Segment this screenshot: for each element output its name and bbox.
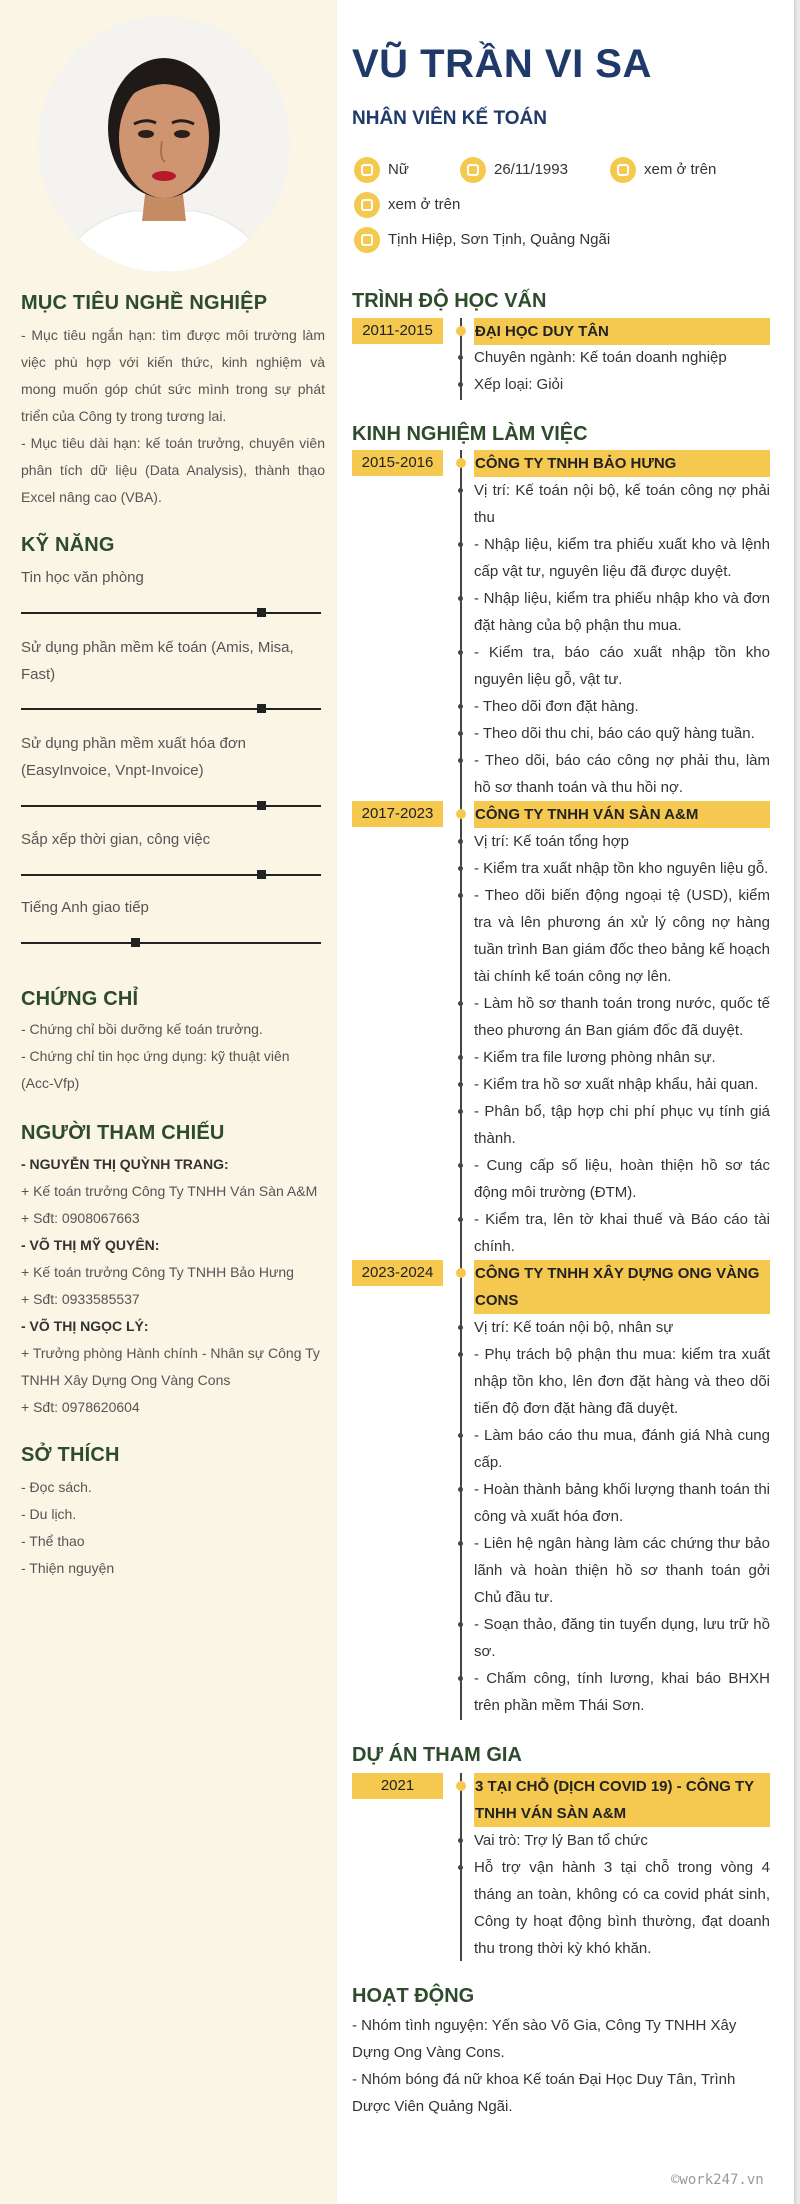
skill-knob — [257, 801, 266, 810]
skill-label-accounting-software: Sử dụng phần mềm kế toán (Amis, Misa, Fast) — [21, 639, 294, 683]
hobby-item: - Thể thao — [21, 1533, 85, 1549]
email-info — [354, 192, 460, 218]
email-value: xem ở trên — [388, 196, 461, 214]
timeline-dot — [456, 458, 466, 468]
activity-item: - Nhóm bóng đá nữ khoa Kế toán Đại Học Duy Tân, Trình Dược Viên Quảng Ngãi. — [352, 2071, 736, 2115]
bullet — [458, 731, 463, 736]
job-details — [474, 477, 770, 801]
job-detail-line: - Chấm công, tính lương, khai báo BHXH trên phần mềm Thái Sơn. — [474, 1670, 770, 1714]
birthday-info — [460, 157, 568, 183]
projects-heading: DỰ ÁN THAM GIA — [352, 1744, 522, 1766]
skill-label-english: Tiếng Anh giao tiếp — [21, 899, 149, 916]
bullet — [458, 542, 463, 547]
skill-knob — [257, 704, 266, 713]
references-list — [21, 1151, 325, 1421]
job-detail-line: - Phân bổ, tập hợp chi phí phục vụ tính giá thành. — [474, 1103, 770, 1147]
email-icon — [354, 192, 380, 218]
reference-role: + Trưởng phòng Hành chính - Nhân sự Công Ty TNHH Xây Dựng Ong Vàng Cons — [21, 1345, 320, 1388]
gender-value: Nữ — [388, 161, 409, 179]
education-school: ĐẠI HỌC DUY TÂN — [474, 318, 770, 345]
job-detail-line: - Theo dõi đơn đặt hàng. — [474, 698, 639, 715]
bullet — [458, 1352, 463, 1357]
skill-bar-english — [21, 942, 321, 944]
reference-name: - NGUYỄN THỊ QUỲNH TRANG: — [21, 1156, 229, 1172]
reference-phone: + Sđt: 0908067663 — [21, 1210, 140, 1226]
bullet — [458, 1865, 463, 1870]
project-role: Vai trò: Trợ lý Ban tổ chức — [474, 1832, 648, 1849]
skill-knob — [257, 870, 266, 879]
bullet — [458, 704, 463, 709]
bullet — [458, 1109, 463, 1114]
job-title: NHÂN VIÊN KẾ TOÁN — [352, 108, 547, 129]
bullet — [458, 839, 463, 844]
bullet — [458, 596, 463, 601]
hobby-item: - Đọc sách. — [21, 1479, 92, 1495]
phone-value: xem ở trên — [644, 161, 717, 179]
reference-phone: + Sđt: 0978620604 — [21, 1399, 140, 1415]
skill-bar-time-management — [21, 874, 321, 876]
timeline-dot — [456, 809, 466, 819]
bullet — [458, 1001, 463, 1006]
skill-label-time-management: Sắp xếp thời gian, công việc — [21, 831, 211, 848]
timeline-dot — [456, 326, 466, 336]
bullet — [458, 1217, 463, 1222]
job-company: CÔNG TY TNHH XÂY DỰNG ONG VÀNG CONS — [474, 1260, 770, 1314]
hobbies-heading: SỞ THÍCH — [21, 1444, 120, 1466]
job-detail-line: - Theo dõi, báo cáo công nợ phải thu, làm hồ sơ thanh toán và thu hồi nợ. — [474, 752, 770, 796]
bullet — [458, 1325, 463, 1330]
calendar-icon — [460, 157, 486, 183]
bullet — [458, 488, 463, 493]
activity-item: - Nhóm tình nguyện: Yến sào Võ Gia, Công Ty TNHH Xây Dựng Ong Vàng Cons. — [352, 2017, 737, 2061]
certificates-heading: CHỨNG CHỈ — [21, 988, 139, 1010]
job-year: 2015-2016 — [352, 450, 443, 476]
education-grade: Xếp loại: Giỏi — [474, 376, 564, 393]
bullet — [458, 1838, 463, 1843]
reference-phone: + Sđt: 0933585537 — [21, 1291, 140, 1307]
bullet — [458, 382, 463, 387]
project-year: 2021 — [352, 1773, 443, 1799]
profile-photo — [38, 16, 290, 272]
skill-knob — [131, 938, 140, 947]
job-detail-line: - Làm hồ sơ thanh toán trong nước, quốc tế theo phương án Ban giám đốc đã duyệt. — [474, 995, 770, 1039]
watermark: ©work247.vn — [671, 2172, 764, 2188]
bullet — [458, 1541, 463, 1546]
bullet — [458, 355, 463, 360]
bullet — [458, 1163, 463, 1168]
address-info — [354, 227, 610, 253]
hobbies-list — [21, 1474, 325, 1582]
phone-icon — [610, 157, 636, 183]
project-name: 3 TẠI CHỖ (DỊCH COVID 19) - CÔNG TY TNHH VÁN SÀN A&M — [474, 1773, 770, 1827]
job-detail-line: - Cung cấp số liệu, hoàn thiện hồ sơ tác động môi trường (ĐTM). — [474, 1157, 770, 1201]
job-detail-line: - Kiểm tra, lên tờ khai thuế và Báo cáo tài chính. — [474, 1211, 770, 1255]
objective-heading: MỤC TIÊU NGHỀ NGHIỆP — [21, 292, 268, 314]
job-detail-line: - Liên hệ ngân hàng làm các chứng thư bảo lãnh và hoàn thiện hồ sơ thanh toán gởi Chủ đầu tư. — [474, 1535, 770, 1606]
skill-label-office: Tin học văn phòng — [21, 569, 144, 586]
birthday-value: 26/11/1993 — [494, 161, 568, 179]
experience-heading: KINH NGHIỆM LÀM VIỆC — [352, 423, 588, 445]
reference-role: + Kế toán trưởng Công Ty TNHH Bảo Hưng — [21, 1264, 294, 1280]
job-year: 2017-2023 — [352, 801, 443, 827]
job-detail-line: - Làm báo cáo thu mua, đánh giá Nhà cung cấp. — [474, 1427, 770, 1471]
job-year: 2023-2024 — [352, 1260, 443, 1286]
timeline-dot — [456, 1268, 466, 1278]
certificates-list — [21, 1016, 325, 1097]
objective-long-term: - Mục tiêu dài hạn: kế toán trưởng, chuyên viên phân tích dữ liệu (Data Analysis), thành thạo Excel nâng cao (VBA). — [21, 435, 325, 505]
address-value: Tịnh Hiệp, Sơn Tịnh, Quảng Ngãi — [388, 231, 611, 249]
project-details — [474, 1827, 770, 1962]
certificate-item: - Chứng chỉ tin học ứng dụng: kỹ thuật viên (Acc-Vfp) — [21, 1048, 290, 1091]
bullet — [458, 1055, 463, 1060]
job-details — [474, 828, 770, 1260]
job-detail-line: - Theo dõi biến động ngoại tệ (USD), kiểm tra và lên phương án xử lý công nợ hàng tuần trình Ban giám đốc theo bảng kế hoạch tài chính kế toán công nợ lên. — [474, 887, 770, 985]
bullet — [458, 1676, 463, 1681]
bullet — [458, 758, 463, 763]
job-detail-line: - Soạn thảo, đăng tin tuyển dụng, lưu trữ hồ sơ. — [474, 1616, 770, 1660]
references-heading: NGƯỜI THAM CHIẾU — [21, 1122, 225, 1144]
skill-bar-accounting-software — [21, 708, 321, 710]
reference-name: - VÕ THỊ MỸ QUYÊN: — [21, 1237, 160, 1253]
hobby-item: - Thiện nguyện — [21, 1560, 115, 1576]
job-detail-line: - Phụ trách bộ phận thu mua: kiểm tra xuất nhập tồn kho, lên đơn đặt hàng và theo dõi tiến độ đơn đặt hàng đã duyệt. — [474, 1346, 770, 1417]
job-detail-line: - Nhập liệu, kiểm tra phiếu xuất kho và lệnh cấp vật tư, nguyên liệu đã được duyệt. — [474, 536, 770, 580]
education-heading: TRÌNH ĐỘ HỌC VẤN — [352, 290, 547, 312]
job-detail-line: - Kiểm tra hồ sơ xuất nhập khẩu, hải quan. — [474, 1076, 759, 1093]
bullet — [458, 650, 463, 655]
skill-knob — [257, 608, 266, 617]
skill-bar-invoice-software — [21, 805, 321, 807]
bullet — [458, 1487, 463, 1492]
project-desc: Hỗ trợ vận hành 3 tại chỗ trong vòng 4 tháng an toàn, không có ca covid phát sinh, Công ty hoạt động bình thường, đạt doanh thu trong thời kỳ khó khăn. — [474, 1859, 770, 1957]
bullet — [458, 1622, 463, 1627]
bullet — [458, 1082, 463, 1087]
timeline-dot — [456, 1781, 466, 1791]
candidate-name: VŨ TRẦN VI SA — [352, 42, 652, 86]
job-company: CÔNG TY TNHH BẢO HƯNG — [474, 450, 770, 477]
job-detail-line: - Theo dõi thu chi, báo cáo quỹ hàng tuần. — [474, 725, 755, 742]
skill-label-invoice-software: Sử dụng phần mềm xuất hóa đơn (EasyInvoice, Vnpt-Invoice) — [21, 735, 247, 779]
phone-info — [610, 157, 716, 183]
bullet — [458, 893, 463, 898]
job-detail-line: Vị trí: Kế toán nội bộ, nhân sự — [474, 1319, 674, 1336]
bullet — [458, 1433, 463, 1438]
activities-heading: HOẠT ĐỘNG — [352, 1985, 475, 2007]
reference-role: + Kế toán trưởng Công Ty TNHH Ván Sàn A&M — [21, 1183, 318, 1199]
education-year: 2011-2015 — [352, 318, 443, 344]
location-icon — [354, 227, 380, 253]
job-detail-line: - Nhập liệu, kiểm tra phiếu nhập kho và đơn đặt hàng của bộ phận thu mua. — [474, 590, 770, 634]
reference-name: - VÕ THỊ NGỌC LÝ: — [21, 1318, 149, 1334]
activities-list — [352, 2012, 770, 2120]
job-detail-line: - Kiểm tra file lương phòng nhân sự. — [474, 1049, 716, 1066]
job-detail-line: - Kiểm tra, báo cáo xuất nhập tồn kho nguyên liệu gỗ, vật tư. — [474, 644, 770, 688]
skills-heading: KỸ NĂNG — [21, 534, 115, 556]
objective-text — [21, 322, 325, 511]
bullet — [458, 866, 463, 871]
hobby-item: - Du lịch. — [21, 1506, 77, 1522]
certificate-item: - Chứng chỉ bồi dưỡng kế toán trưởng. — [21, 1021, 263, 1037]
job-details — [474, 1314, 770, 1719]
job-detail-line: - Hoàn thành bảng khối lượng thanh toán thi công và xuất hóa đơn. — [474, 1481, 770, 1525]
job-detail-line: - Kiểm tra xuất nhập tồn kho nguyên liệu gỗ. — [474, 860, 769, 877]
job-detail-line: Vị trí: Kế toán nội bộ, kế toán công nợ phải thu — [474, 482, 770, 526]
job-detail-line: Vị trí: Kế toán tổng hợp — [474, 833, 629, 850]
education-major: Chuyên ngành: Kế toán doanh nghiệp — [474, 349, 727, 366]
skill-bar-office — [21, 612, 321, 614]
gender-info — [354, 157, 409, 183]
job-company: CÔNG TY TNHH VÁN SÀN A&M — [474, 801, 770, 828]
gender-icon — [354, 157, 380, 183]
objective-short-term: - Mục tiêu ngắn hạn: tìm được môi trường làm việc phù hợp với kiến thức, kinh nghiệm và mong muốn góp chút sức mình trong sự phát triển của Công ty trong tương lai. — [21, 327, 325, 424]
